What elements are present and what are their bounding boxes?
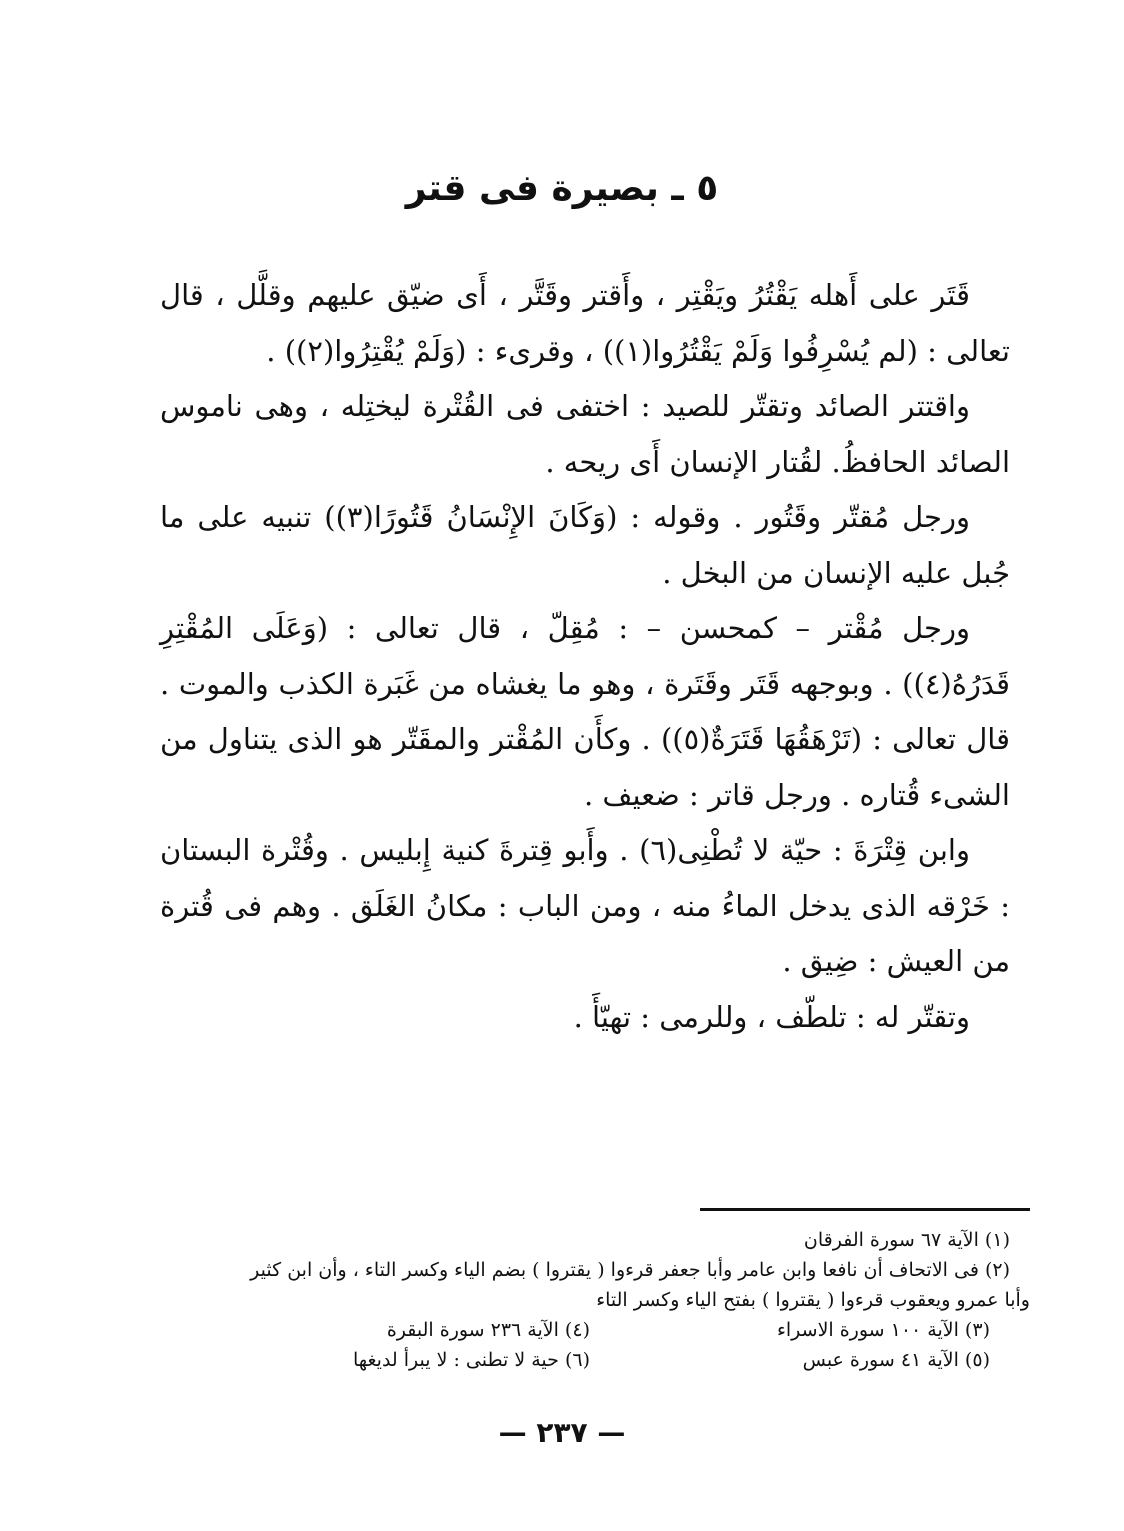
section-title: ٥ ـ بصيرة فى قتر [405,168,719,209]
footnotes [150,1225,1030,1375]
footnote-divider [700,1208,1030,1211]
paragraph-3: ورجل مُقتّر وقَتُور . وقوله : (وَكَانَ الإِنْسَانُ قَتُورًا(٣)) تنبيه على ما جُبل عليه الإنسان من البخل . [160,500,1010,590]
footnote-2-continued: وأبا عمرو ويعقوب قرءوا ( يقتروا ) بفتح الياء وكسر التاء [596,1289,1030,1311]
body-text [160,268,1010,1045]
footnote-1: (١) الآية ٦٧ سورة الفرقان [803,1229,1010,1251]
footnote-5: (٥) الآية ٤١ سورة عبس [802,1349,990,1371]
page-number: — ٢٣٧ — [498,1416,626,1449]
footnote-6: (٦) حية لا تطنى : لا يبرأ لديغها [352,1349,590,1371]
footnote-3: (٣) الآية ١٠٠ سورة الاسراء [776,1319,990,1341]
paragraph-1: قَتَر على أَهله يَقْتُرُ ويَقْتِر ، وأَقتر وقَتَّر ، أَى ضيّق عليهم وقلَّل ، قال تعالى : (لم يُسْرِفُوا وَلَمْ يَقْتُرُوا(١)) ، وقرىء : (وَلَمْ يُقْتِرُوا(٢)) . [160,278,1010,368]
footnote-4: (٤) الآية ٢٣٦ سورة البقرة [386,1319,590,1341]
paragraph-2: واقتتر الصائد وتقتّر للصيد : اختفى فى القُتْرة ليختِله ، وهى ناموس الصائد الحافظُ. لقُتار الإنسان أَى ريحه . [160,389,1010,479]
footnote-row-3-4 [150,1315,1030,1345]
footnote-row-5-6 [150,1345,1030,1375]
paragraph-4: ورجل مُقْتر – كمحسن – : مُقِلّ ، قال تعالى : (وَعَلَى المُقْتِرِ قَدَرُهُ(٤)) . وبوجهه قَتَر وقَتَرة ، وهو ما يغشاه من غَبَرة الكذب والموت . قال تعالى : (تَرْهَقُهَا قَتَرَةٌ(٥)) . وكأَن المُقْتر والمقَتّر هو الذى يتناول من الشىء قُتاره . ورجل قاتر : ضعيف . [160,611,1010,812]
footnote-2: (٢) فى الاتحاف أن نافعا وابن عامر وأبا جعفر قرءوا ( يقتروا ) بضم الياء وكسر التاء ، وأن ابن كثير [250,1259,1010,1281]
paragraph-5: وابن قِتْرَةَ : حيّة لا تُطْنِى(٦) . وأَبو قِترةَ كنية إِبليس . وقُتْرة البستان : خَرْقه الذى يدخل الماءُ منه ، ومن الباب : مكانُ الغَلَق . وهم فى قُترة من العيش : ضِيق . [160,833,1010,978]
paragraph-6: وتقتّر له : تلطّف ، وللرمى : تهيّأَ . [573,999,970,1034]
